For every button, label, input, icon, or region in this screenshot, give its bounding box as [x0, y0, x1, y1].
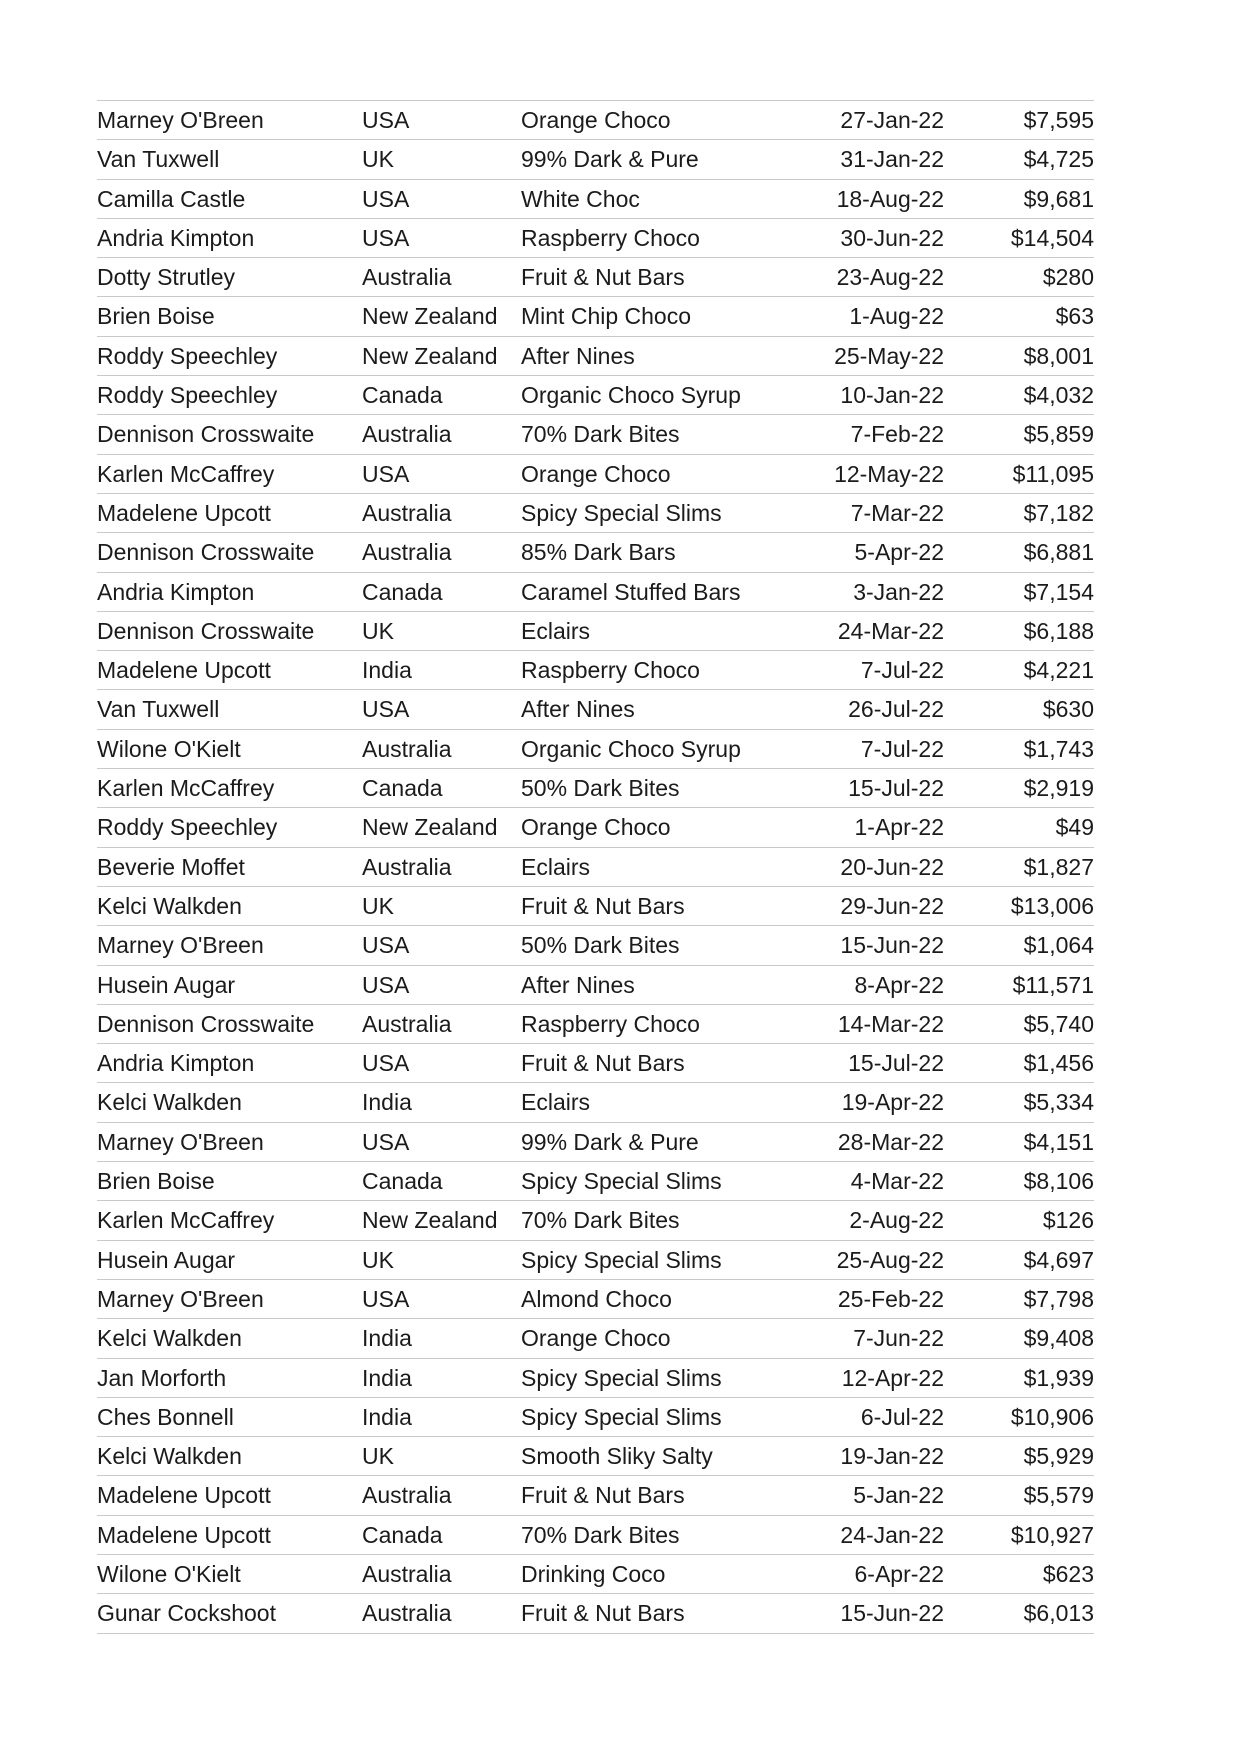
customer-cell: Van Tuxwell — [97, 140, 362, 179]
table-row — [97, 297, 1094, 336]
date-cell: 26-Jul-22 — [791, 690, 944, 729]
country-cell: New Zealand — [362, 297, 521, 336]
country-cell: USA — [362, 101, 521, 140]
country-cell: India — [362, 1358, 521, 1397]
date-cell: 29-Jun-22 — [791, 886, 944, 925]
country-cell: Australia — [362, 1476, 521, 1515]
table-row — [97, 415, 1094, 454]
amount-cell: $1,456 — [944, 1044, 1094, 1083]
table-row — [97, 1004, 1094, 1043]
amount-cell: $11,571 — [944, 965, 1094, 1004]
date-cell: 1-Apr-22 — [791, 808, 944, 847]
amount-cell: $4,151 — [944, 1122, 1094, 1161]
product-cell: After Nines — [521, 965, 791, 1004]
product-cell: 70% Dark Bites — [521, 415, 791, 454]
customer-cell: Dotty Strutley — [97, 258, 362, 297]
amount-cell: $49 — [944, 808, 1094, 847]
date-cell: 15-Jul-22 — [791, 1044, 944, 1083]
table-row — [97, 101, 1094, 140]
product-cell: Raspberry Choco — [521, 651, 791, 690]
product-cell: Caramel Stuffed Bars — [521, 572, 791, 611]
amount-cell: $4,725 — [944, 140, 1094, 179]
table-row — [97, 1201, 1094, 1240]
customer-cell: Dennison Crosswaite — [97, 533, 362, 572]
date-cell: 20-Jun-22 — [791, 847, 944, 886]
date-cell: 7-Mar-22 — [791, 493, 944, 532]
customer-cell: Beverie Moffet — [97, 847, 362, 886]
country-cell: Canada — [362, 376, 521, 415]
country-cell: Australia — [362, 1554, 521, 1593]
table-row — [97, 769, 1094, 808]
date-cell: 6-Jul-22 — [791, 1397, 944, 1436]
amount-cell: $8,001 — [944, 336, 1094, 375]
customer-cell: Gunar Cockshoot — [97, 1594, 362, 1633]
country-cell: Canada — [362, 1162, 521, 1201]
customer-cell: Kelci Walkden — [97, 1083, 362, 1122]
amount-cell: $1,827 — [944, 847, 1094, 886]
customer-cell: Husein Augar — [97, 1240, 362, 1279]
date-cell: 5-Jan-22 — [791, 1476, 944, 1515]
product-cell: Smooth Sliky Salty — [521, 1437, 791, 1476]
product-cell: Almond Choco — [521, 1279, 791, 1318]
table-row — [97, 1554, 1094, 1593]
table-row — [97, 1122, 1094, 1161]
product-cell: Raspberry Choco — [521, 218, 791, 257]
country-cell: Australia — [362, 847, 521, 886]
customer-cell: Roddy Speechley — [97, 376, 362, 415]
customer-cell: Wilone O'Kielt — [97, 729, 362, 768]
product-cell: Fruit & Nut Bars — [521, 258, 791, 297]
customer-cell: Dennison Crosswaite — [97, 1004, 362, 1043]
amount-cell: $7,595 — [944, 101, 1094, 140]
amount-cell: $14,504 — [944, 218, 1094, 257]
amount-cell: $623 — [944, 1554, 1094, 1593]
product-cell: Eclairs — [521, 611, 791, 650]
customer-cell: Husein Augar — [97, 965, 362, 1004]
date-cell: 15-Jun-22 — [791, 1594, 944, 1633]
product-cell: Orange Choco — [521, 808, 791, 847]
product-cell: 50% Dark Bites — [521, 769, 791, 808]
table-row — [97, 1437, 1094, 1476]
table-row — [97, 572, 1094, 611]
date-cell: 3-Jan-22 — [791, 572, 944, 611]
country-cell: USA — [362, 1044, 521, 1083]
date-cell: 25-Aug-22 — [791, 1240, 944, 1279]
amount-cell: $1,743 — [944, 729, 1094, 768]
customer-cell: Andria Kimpton — [97, 572, 362, 611]
table-row — [97, 1476, 1094, 1515]
date-cell: 6-Apr-22 — [791, 1554, 944, 1593]
date-cell: 1-Aug-22 — [791, 297, 944, 336]
amount-cell: $4,697 — [944, 1240, 1094, 1279]
country-cell: UK — [362, 1240, 521, 1279]
sales-table-body — [97, 101, 1094, 1634]
amount-cell: $126 — [944, 1201, 1094, 1240]
product-cell: Eclairs — [521, 1083, 791, 1122]
amount-cell: $5,929 — [944, 1437, 1094, 1476]
product-cell: Organic Choco Syrup — [521, 729, 791, 768]
customer-cell: Marney O'Breen — [97, 1279, 362, 1318]
country-cell: India — [362, 1083, 521, 1122]
product-cell: Spicy Special Slims — [521, 1162, 791, 1201]
date-cell: 14-Mar-22 — [791, 1004, 944, 1043]
date-cell: 19-Apr-22 — [791, 1083, 944, 1122]
date-cell: 7-Jul-22 — [791, 729, 944, 768]
amount-cell: $1,064 — [944, 926, 1094, 965]
country-cell: New Zealand — [362, 1201, 521, 1240]
amount-cell: $4,221 — [944, 651, 1094, 690]
customer-cell: Madelene Upcott — [97, 493, 362, 532]
amount-cell: $630 — [944, 690, 1094, 729]
customer-cell: Marney O'Breen — [97, 101, 362, 140]
table-row — [97, 493, 1094, 532]
date-cell: 24-Mar-22 — [791, 611, 944, 650]
amount-cell: $5,740 — [944, 1004, 1094, 1043]
customer-cell: Dennison Crosswaite — [97, 611, 362, 650]
product-cell: Orange Choco — [521, 1319, 791, 1358]
sales-table — [97, 100, 1094, 1634]
date-cell: 2-Aug-22 — [791, 1201, 944, 1240]
product-cell: Organic Choco Syrup — [521, 376, 791, 415]
country-cell: India — [362, 1397, 521, 1436]
product-cell: Fruit & Nut Bars — [521, 1044, 791, 1083]
customer-cell: Brien Boise — [97, 1162, 362, 1201]
amount-cell: $9,408 — [944, 1319, 1094, 1358]
date-cell: 10-Jan-22 — [791, 376, 944, 415]
product-cell: Fruit & Nut Bars — [521, 1476, 791, 1515]
customer-cell: Andria Kimpton — [97, 218, 362, 257]
customer-cell: Marney O'Breen — [97, 1122, 362, 1161]
customer-cell: Kelci Walkden — [97, 1319, 362, 1358]
customer-cell: Jan Morforth — [97, 1358, 362, 1397]
date-cell: 7-Feb-22 — [791, 415, 944, 454]
table-row — [97, 611, 1094, 650]
table-row — [97, 808, 1094, 847]
product-cell: Eclairs — [521, 847, 791, 886]
country-cell: USA — [362, 1279, 521, 1318]
table-row — [97, 1594, 1094, 1633]
table-row — [97, 1240, 1094, 1279]
country-cell: UK — [362, 140, 521, 179]
product-cell: Fruit & Nut Bars — [521, 886, 791, 925]
country-cell: India — [362, 651, 521, 690]
date-cell: 5-Apr-22 — [791, 533, 944, 572]
country-cell: USA — [362, 690, 521, 729]
product-cell: 99% Dark & Pure — [521, 1122, 791, 1161]
customer-cell: Madelene Upcott — [97, 1476, 362, 1515]
amount-cell: $63 — [944, 297, 1094, 336]
table-row — [97, 1083, 1094, 1122]
amount-cell: $4,032 — [944, 376, 1094, 415]
date-cell: 25-May-22 — [791, 336, 944, 375]
amount-cell: $11,095 — [944, 454, 1094, 493]
table-row — [97, 376, 1094, 415]
customer-cell: Brien Boise — [97, 297, 362, 336]
date-cell: 4-Mar-22 — [791, 1162, 944, 1201]
country-cell: Australia — [362, 1004, 521, 1043]
table-row — [97, 258, 1094, 297]
table-row — [97, 140, 1094, 179]
table-row — [97, 690, 1094, 729]
table-row — [97, 886, 1094, 925]
table-row — [97, 651, 1094, 690]
product-cell: Spicy Special Slims — [521, 1358, 791, 1397]
amount-cell: $1,939 — [944, 1358, 1094, 1397]
product-cell: 99% Dark & Pure — [521, 140, 791, 179]
country-cell: Australia — [362, 493, 521, 532]
customer-cell: Van Tuxwell — [97, 690, 362, 729]
country-cell: Australia — [362, 415, 521, 454]
product-cell: Fruit & Nut Bars — [521, 1594, 791, 1633]
customer-cell: Roddy Speechley — [97, 336, 362, 375]
country-cell: UK — [362, 886, 521, 925]
table-row — [97, 1397, 1094, 1436]
country-cell: Canada — [362, 769, 521, 808]
date-cell: 12-May-22 — [791, 454, 944, 493]
date-cell: 7-Jun-22 — [791, 1319, 944, 1358]
amount-cell: $2,919 — [944, 769, 1094, 808]
country-cell: New Zealand — [362, 336, 521, 375]
amount-cell: $7,182 — [944, 493, 1094, 532]
country-cell: Australia — [362, 258, 521, 297]
amount-cell: $6,881 — [944, 533, 1094, 572]
product-cell: Orange Choco — [521, 101, 791, 140]
product-cell: White Choc — [521, 179, 791, 218]
date-cell: 25-Feb-22 — [791, 1279, 944, 1318]
customer-cell: Karlen McCaffrey — [97, 769, 362, 808]
amount-cell: $7,154 — [944, 572, 1094, 611]
product-cell: 85% Dark Bars — [521, 533, 791, 572]
customer-cell: Dennison Crosswaite — [97, 415, 362, 454]
table-row — [97, 336, 1094, 375]
amount-cell: $10,927 — [944, 1515, 1094, 1554]
customer-cell: Camilla Castle — [97, 179, 362, 218]
country-cell: Australia — [362, 1594, 521, 1633]
table-row — [97, 1162, 1094, 1201]
country-cell: New Zealand — [362, 808, 521, 847]
amount-cell: $5,334 — [944, 1083, 1094, 1122]
country-cell: UK — [362, 1437, 521, 1476]
country-cell: USA — [362, 926, 521, 965]
amount-cell: $9,681 — [944, 179, 1094, 218]
table-row — [97, 926, 1094, 965]
amount-cell: $5,859 — [944, 415, 1094, 454]
customer-cell: Kelci Walkden — [97, 886, 362, 925]
date-cell: 8-Apr-22 — [791, 965, 944, 1004]
country-cell: USA — [362, 179, 521, 218]
table-row — [97, 179, 1094, 218]
customer-cell: Kelci Walkden — [97, 1437, 362, 1476]
country-cell: USA — [362, 454, 521, 493]
date-cell: 18-Aug-22 — [791, 179, 944, 218]
customer-cell: Wilone O'Kielt — [97, 1554, 362, 1593]
country-cell: USA — [362, 218, 521, 257]
country-cell: Canada — [362, 1515, 521, 1554]
table-row — [97, 729, 1094, 768]
table-row — [97, 533, 1094, 572]
customer-cell: Marney O'Breen — [97, 926, 362, 965]
customer-cell: Karlen McCaffrey — [97, 454, 362, 493]
date-cell: 28-Mar-22 — [791, 1122, 944, 1161]
date-cell: 30-Jun-22 — [791, 218, 944, 257]
country-cell: India — [362, 1319, 521, 1358]
country-cell: Australia — [362, 533, 521, 572]
country-cell: UK — [362, 611, 521, 650]
table-row — [97, 847, 1094, 886]
table-row — [97, 1279, 1094, 1318]
amount-cell: $6,013 — [944, 1594, 1094, 1633]
customer-cell: Karlen McCaffrey — [97, 1201, 362, 1240]
product-cell: Spicy Special Slims — [521, 1397, 791, 1436]
table-row — [97, 218, 1094, 257]
amount-cell: $7,798 — [944, 1279, 1094, 1318]
amount-cell: $6,188 — [944, 611, 1094, 650]
product-cell: 50% Dark Bites — [521, 926, 791, 965]
product-cell: Mint Chip Choco — [521, 297, 791, 336]
date-cell: 15-Jun-22 — [791, 926, 944, 965]
product-cell: After Nines — [521, 336, 791, 375]
country-cell: Australia — [362, 729, 521, 768]
date-cell: 7-Jul-22 — [791, 651, 944, 690]
table-row — [97, 454, 1094, 493]
customer-cell: Ches Bonnell — [97, 1397, 362, 1436]
product-cell: Raspberry Choco — [521, 1004, 791, 1043]
product-cell: Orange Choco — [521, 454, 791, 493]
date-cell: 24-Jan-22 — [791, 1515, 944, 1554]
country-cell: USA — [362, 965, 521, 1004]
amount-cell: $8,106 — [944, 1162, 1094, 1201]
customer-cell: Roddy Speechley — [97, 808, 362, 847]
table-row — [97, 1044, 1094, 1083]
date-cell: 27-Jan-22 — [791, 101, 944, 140]
country-cell: Canada — [362, 572, 521, 611]
country-cell: USA — [362, 1122, 521, 1161]
amount-cell: $13,006 — [944, 886, 1094, 925]
product-cell: Spicy Special Slims — [521, 493, 791, 532]
date-cell: 19-Jan-22 — [791, 1437, 944, 1476]
table-row — [97, 1515, 1094, 1554]
customer-cell: Andria Kimpton — [97, 1044, 362, 1083]
date-cell: 15-Jul-22 — [791, 769, 944, 808]
product-cell: Spicy Special Slims — [521, 1240, 791, 1279]
product-cell: 70% Dark Bites — [521, 1201, 791, 1240]
table-row — [97, 1319, 1094, 1358]
table-row — [97, 965, 1094, 1004]
date-cell: 31-Jan-22 — [791, 140, 944, 179]
product-cell: After Nines — [521, 690, 791, 729]
customer-cell: Madelene Upcott — [97, 1515, 362, 1554]
amount-cell: $5,579 — [944, 1476, 1094, 1515]
date-cell: 12-Apr-22 — [791, 1358, 944, 1397]
product-cell: 70% Dark Bites — [521, 1515, 791, 1554]
amount-cell: $280 — [944, 258, 1094, 297]
customer-cell: Madelene Upcott — [97, 651, 362, 690]
product-cell: Drinking Coco — [521, 1554, 791, 1593]
table-row — [97, 1358, 1094, 1397]
amount-cell: $10,906 — [944, 1397, 1094, 1436]
date-cell: 23-Aug-22 — [791, 258, 944, 297]
